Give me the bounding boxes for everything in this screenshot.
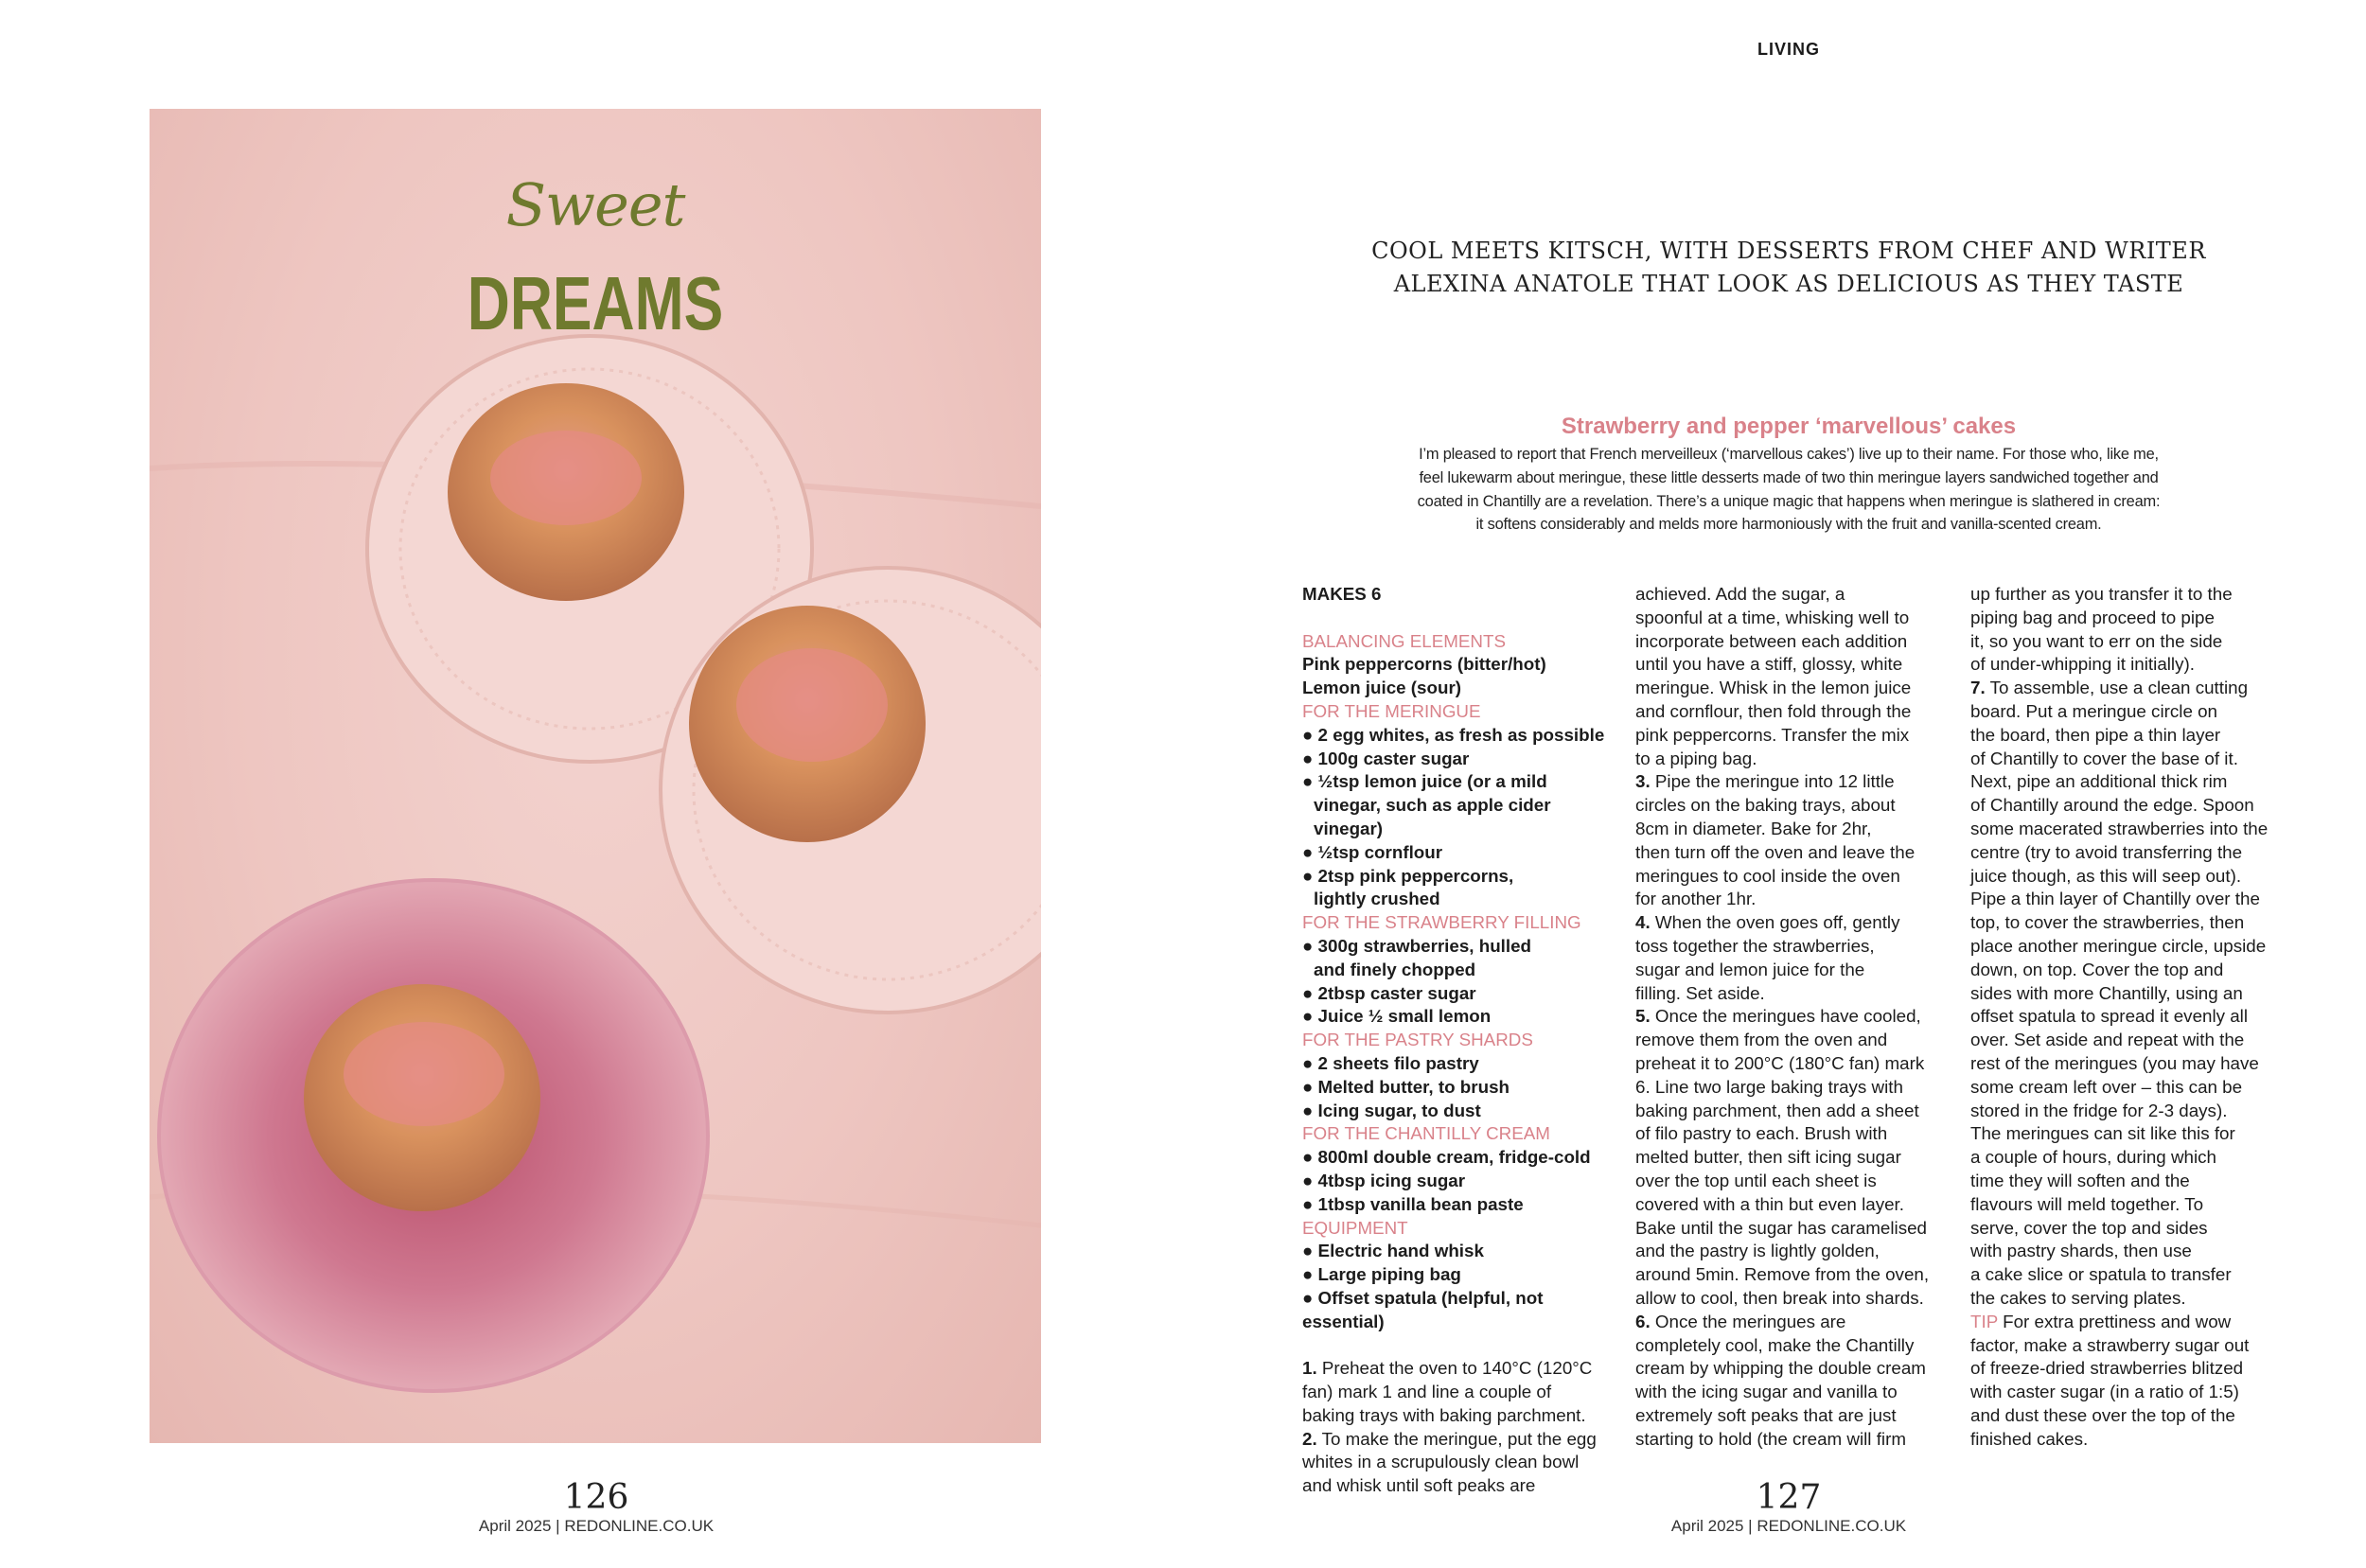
footer-right: April 2025 | REDONLINE.CO.UK <box>1670 1517 1907 1535</box>
ingredient-item: ● ½tsp lemon juice (or a mild <box>1302 771 1547 792</box>
method-line <box>1635 1217 1957 1241</box>
method-text: the board, then pipe a thin layer <box>1970 724 2221 745</box>
method-line <box>1970 841 2302 865</box>
method-text: offset spatula to spread it evenly all <box>1970 1006 2249 1027</box>
method-line <box>1970 770 2302 794</box>
method-line <box>1970 677 2302 700</box>
method-line <box>1635 865 1957 889</box>
method-text: the cakes to serving plates. <box>1970 1287 2186 1308</box>
method-text: piping bag and proceed to pipe <box>1970 607 2215 627</box>
method-column-3 <box>1970 583 2302 1451</box>
method-text: to a piping bag. <box>1635 748 1757 768</box>
method-line <box>1635 607 1957 630</box>
heading-equipment: EQUIPMENT <box>1302 1217 1408 1238</box>
method-line <box>1635 818 1957 841</box>
method-text: starting to hold (the cream will firm <box>1635 1428 1906 1449</box>
standfirst-line: ALEXINA ANATOLE THAT LOOK AS DELICIOUS AS THEY TASTE <box>1393 271 2184 297</box>
method-text: a cake slice or spatula to transfer <box>1970 1264 2232 1285</box>
method-line <box>1970 1052 2302 1076</box>
method-text: allow to cool, then break into shards. <box>1635 1287 1924 1308</box>
method-line <box>1970 982 2302 1006</box>
method-text: over the top until each sheet is <box>1635 1170 1877 1190</box>
method-line <box>1302 1474 1615 1498</box>
section-label: LIVING <box>1757 40 1820 59</box>
method-line <box>1635 1287 1957 1311</box>
method-text: Bake until the sugar has caramelised <box>1635 1217 1927 1238</box>
method-line <box>1302 1357 1615 1381</box>
ingredient-item: ● 800ml double cream, fridge-cold <box>1302 1147 1591 1168</box>
method-line <box>1302 1428 1615 1452</box>
method-line <box>1970 583 2302 607</box>
step-number: 2. <box>1302 1428 1317 1449</box>
method-line <box>1302 1451 1615 1474</box>
method-line <box>1635 911 1957 935</box>
ingredient-item: ● 4tbsp icing sugar <box>1302 1170 1466 1190</box>
method-line <box>1635 1052 1957 1076</box>
step-number: 7. <box>1970 678 1986 698</box>
method-column-2 <box>1635 583 1957 1451</box>
method-line <box>1970 1217 2302 1241</box>
method-line <box>1970 911 2302 935</box>
method-text: board. Put a meringue circle on <box>1970 700 2217 721</box>
method-line <box>1635 841 1957 865</box>
footer-left: April 2025 | REDONLINE.CO.UK <box>478 1517 715 1535</box>
recipe-title: Strawberry and pepper ‘marvellous’ cakes <box>1561 414 2017 439</box>
method-text: meringue. Whisk in the lemon juice <box>1635 678 1912 698</box>
method-text: for another 1hr. <box>1635 889 1757 909</box>
method-line <box>1635 1029 1957 1052</box>
method-text: it, so you want to err on the side <box>1970 630 2223 651</box>
method-text: fan) mark 1 and line a couple of <box>1302 1382 1552 1402</box>
method-text: Pipe a thin layer of Chantilly over the <box>1970 889 2260 909</box>
equipment-item: ● Electric hand whisk <box>1302 1241 1484 1261</box>
method-line <box>1302 1381 1615 1404</box>
method-text: over. Set aside and repeat with the <box>1970 1030 2245 1050</box>
method-text: sugar and lemon juice for the <box>1635 959 1865 979</box>
method-column-1 <box>1302 1357 1615 1498</box>
method-text: 6. Line two large baking trays with <box>1635 1076 1903 1097</box>
method-text: circles on the baking trays, about <box>1635 795 1896 816</box>
tip-line: of freeze-dried strawberries blitzed <box>1970 1358 2244 1379</box>
method-text: melted butter, then sift icing sugar <box>1635 1147 1901 1168</box>
tip-label: TIP <box>1970 1311 1998 1331</box>
equipment-item: ● Offset spatula (helpful, not essential) <box>1302 1287 1544 1331</box>
intro-line: coated in Chantilly are a revelation. There’s a unique magic that happens when meringue is slathered in cream: <box>1417 492 2161 510</box>
method-text: covered with a thin but even layer. <box>1635 1193 1904 1214</box>
tip-line: factor, make a strawberry sugar out <box>1970 1334 2250 1355</box>
method-text: of under-whipping it initially). <box>1970 654 2195 675</box>
method-text: Once the meringues are <box>1654 1311 1846 1331</box>
method-text: around 5min. Remove from the oven, <box>1635 1264 1930 1285</box>
dessert-photo <box>150 109 1041 1443</box>
method-line <box>1635 982 1957 1006</box>
method-text: Next, pipe an additional thick rim <box>1970 771 2228 792</box>
recipe-intro <box>1363 443 2215 537</box>
heading-balancing: BALANCING ELEMENTS <box>1302 630 1506 651</box>
method-text: 8cm in diameter. Bake for 2hr, <box>1635 818 1872 838</box>
method-line <box>1970 935 2302 959</box>
step-number: 4. <box>1635 912 1651 933</box>
method-text: rest of the meringues (you may have <box>1970 1052 2259 1073</box>
method-line <box>1635 677 1957 700</box>
ingredient-item: ● 2tbsp caster sugar <box>1302 982 1476 1003</box>
method-text: Pipe the meringue into 12 little <box>1654 771 1895 792</box>
method-text: then turn off the oven and leave the <box>1635 841 1916 862</box>
step-number: 3. <box>1635 771 1651 792</box>
ingredient-item: ● 1tbsp vanilla bean paste <box>1302 1193 1524 1214</box>
method-line <box>1635 1381 1957 1404</box>
heading-meringue: FOR THE MERINGUE <box>1302 700 1481 721</box>
method-text: filling. Set aside. <box>1635 982 1765 1003</box>
method-line <box>1635 1076 1957 1100</box>
method-line <box>1970 653 2302 677</box>
method-line <box>1635 724 1957 748</box>
method-text: place another meringue circle, upside <box>1970 935 2267 956</box>
method-line <box>1635 1146 1957 1170</box>
method-line <box>1635 935 1957 959</box>
method-line <box>1635 888 1957 911</box>
ingredient-item: lightly crushed <box>1314 889 1440 909</box>
method-text: with the icing sugar and vanilla to <box>1635 1382 1898 1402</box>
method-line <box>1970 865 2302 889</box>
balancing-item: Lemon juice (sour) <box>1302 678 1462 698</box>
page-number-left: 126 <box>563 1478 629 1517</box>
method-line <box>1970 1005 2302 1029</box>
method-line <box>1635 1263 1957 1287</box>
method-text: meringues to cool inside the oven <box>1635 865 1900 886</box>
method-column-3-steps <box>1970 583 2302 1311</box>
method-line <box>1970 724 2302 748</box>
ingredient-item: ● ½tsp cornflour <box>1302 841 1443 862</box>
title-dreams: DREAMS <box>467 261 724 345</box>
page-number-right: 127 <box>1756 1478 1822 1517</box>
balancing-item: Pink peppercorns (bitter/hot) <box>1302 654 1546 675</box>
method-line <box>1635 1240 1957 1263</box>
method-line <box>1635 770 1957 794</box>
ingredient-item: and finely chopped <box>1314 959 1476 979</box>
method-text: Once the meringues have cooled, <box>1654 1006 1921 1027</box>
method-text: When the oven goes off, gently <box>1654 912 1900 933</box>
method-text: serve, cover the top and sides <box>1970 1217 2208 1238</box>
method-text: baking trays with baking parchment. <box>1302 1404 1586 1425</box>
method-line <box>1970 888 2302 911</box>
method-text: and the pastry is lightly golden, <box>1635 1241 1880 1261</box>
method-line <box>1635 653 1957 677</box>
ingredient-item: ● 2 egg whites, as fresh as possible <box>1302 724 1605 745</box>
method-line <box>1970 1287 2302 1311</box>
step-number: 5. <box>1635 1006 1651 1027</box>
method-line <box>1970 1170 2302 1193</box>
method-text: some macerated strawberries into the <box>1970 818 2269 838</box>
method-text: Preheat the oven to 140°C (120°C <box>1321 1358 1593 1379</box>
method-text: preheat it to 200°C (180°C fan) mark <box>1635 1052 1925 1073</box>
method-text: some cream left over – this can be <box>1970 1076 2243 1097</box>
method-text: until you have a stiff, glossy, white <box>1635 654 1903 675</box>
method-line <box>1970 818 2302 841</box>
ingredient-item: ● 100g caster sugar <box>1302 748 1470 768</box>
method-line <box>1970 630 2302 654</box>
method-line <box>1635 583 1957 607</box>
method-line <box>1635 794 1957 818</box>
method-text: completely cool, make the Chantilly <box>1635 1334 1915 1355</box>
method-text: flavours will meld together. To <box>1970 1193 2204 1214</box>
method-text: juice though, as this will seep out). <box>1970 865 2242 886</box>
method-line <box>1635 748 1957 771</box>
ingredient-item: ● 2 sheets filo pastry <box>1302 1052 1479 1073</box>
method-text: extremely soft peaks that are just <box>1635 1404 1897 1425</box>
method-line <box>1970 1122 2302 1146</box>
method-line <box>1635 630 1957 654</box>
heading-cream: FOR THE CHANTILLY CREAM <box>1302 1123 1550 1144</box>
heading-filling: FOR THE STRAWBERRY FILLING <box>1302 912 1581 933</box>
makes-label: MAKES 6 <box>1302 584 1382 604</box>
method-line <box>1970 1146 2302 1170</box>
method-line <box>1970 1193 2302 1217</box>
method-line <box>1635 1005 1957 1029</box>
method-line <box>1970 607 2302 630</box>
method-text: a couple of hours, during which <box>1970 1147 2216 1168</box>
tip-line: and dust these over the top of the <box>1970 1404 2235 1425</box>
method-text: remove them from the oven and <box>1635 1030 1888 1050</box>
method-text: and whisk until soft peaks are <box>1302 1475 1536 1496</box>
equipment-item: ● Large piping bag <box>1302 1264 1461 1285</box>
method-line <box>1635 1122 1957 1146</box>
method-line <box>1970 748 2302 771</box>
tip-text: For extra prettiness and wow <box>2003 1311 2232 1331</box>
method-text: sides with more Chantilly, using an <box>1970 982 2243 1003</box>
method-line <box>1302 1404 1615 1428</box>
method-line <box>1970 1263 2302 1287</box>
tip-line <box>1970 1311 2302 1334</box>
intro-line: I’m pleased to report that French merveilleux (‘marvellous cakes’) live up to their name. For those who, like me, <box>1419 446 2159 463</box>
method-text: cream by whipping the double cream <box>1635 1358 1926 1379</box>
method-line <box>1635 1100 1957 1123</box>
ingredient-item: vinegar, such as apple cider vinegar) <box>1314 795 1551 838</box>
method-line <box>1635 700 1957 724</box>
intro-line: it softens considerably and melds more harmoniously with the fruit and vanilla-scented cream. <box>1475 516 2102 534</box>
method-text: of Chantilly to cover the base of it. <box>1970 748 2238 768</box>
intro-line: feel lukewarm about meringue, these little desserts made of two thin meringue layers sandwiched together and <box>1419 468 2159 486</box>
ingredient-item: ● 300g strawberries, hulled <box>1302 935 1532 956</box>
method-text: toss together the strawberries, <box>1635 935 1875 956</box>
step-number: 1. <box>1302 1358 1317 1379</box>
method-text: incorporate between each addition <box>1635 630 1908 651</box>
step-number: 6. <box>1635 1311 1651 1331</box>
ingredient-item: ● Melted butter, to brush <box>1302 1076 1510 1097</box>
method-text: with pastry shards, then use <box>1970 1241 2192 1261</box>
heading-pastry: FOR THE PASTRY SHARDS <box>1302 1030 1533 1050</box>
method-text: baking parchment, then add a sheet <box>1635 1100 1919 1120</box>
method-text: To make the meringue, put the egg <box>1321 1428 1597 1449</box>
method-text: time they will soften and the <box>1970 1170 2190 1190</box>
column-ingredients <box>1302 583 1615 1498</box>
method-text: of filo pastry to each. Brush with <box>1635 1123 1888 1144</box>
method-text: of Chantilly around the edge. Spoon <box>1970 795 2254 816</box>
method-line <box>1970 700 2302 724</box>
method-text: top, to cover the strawberries, then <box>1970 912 2245 933</box>
method-text: down, on top. Cover the top and <box>1970 959 2224 979</box>
ingredient-item: ● Juice ½ small lemon <box>1302 1006 1492 1027</box>
method-text: To assemble, use a clean cutting <box>1989 678 2249 698</box>
method-line <box>1635 1311 1957 1334</box>
method-line <box>1970 1029 2302 1052</box>
method-line <box>1970 1076 2302 1100</box>
method-line <box>1970 959 2302 982</box>
method-line <box>1970 1100 2302 1123</box>
method-text: spoonful at a time, whisking well to <box>1635 607 1910 627</box>
method-text: up further as you transfer it to the <box>1970 584 2233 604</box>
method-line <box>1635 1428 1957 1452</box>
method-line <box>1635 1170 1957 1193</box>
method-line <box>1970 794 2302 818</box>
method-line <box>1635 1193 1957 1217</box>
standfirst-line: COOL MEETS KITSCH, WITH DESSERTS FROM CHEF AND WRITER <box>1371 238 2206 264</box>
method-text: whites in a scrupulously clean bowl <box>1302 1452 1580 1472</box>
method-text: The meringues can sit like this for <box>1970 1123 2235 1144</box>
tip-line: with caster sugar (in a ratio of 1:5) <box>1970 1382 2239 1402</box>
tip-line: finished cakes. <box>1970 1428 2089 1449</box>
standfirst <box>1306 235 2271 301</box>
method-line <box>1970 1240 2302 1263</box>
method-text: pink peppercorns. Transfer the mix <box>1635 724 1910 745</box>
method-text: stored in the fridge for 2-3 days). <box>1970 1100 2228 1120</box>
method-line <box>1635 1404 1957 1428</box>
title-sweet: Sweet <box>505 170 685 239</box>
method-text: and cornflour, then fold through the <box>1635 700 1912 721</box>
method-text: centre (try to avoid transferring the <box>1970 841 2243 862</box>
method-line <box>1635 1357 1957 1381</box>
ingredient-item: ● Icing sugar, to dust <box>1302 1100 1481 1120</box>
method-line <box>1635 1334 1957 1358</box>
ingredient-item: ● 2tsp pink peppercorns, <box>1302 865 1514 886</box>
method-line <box>1635 959 1957 982</box>
method-text: achieved. Add the sugar, a <box>1635 584 1845 604</box>
